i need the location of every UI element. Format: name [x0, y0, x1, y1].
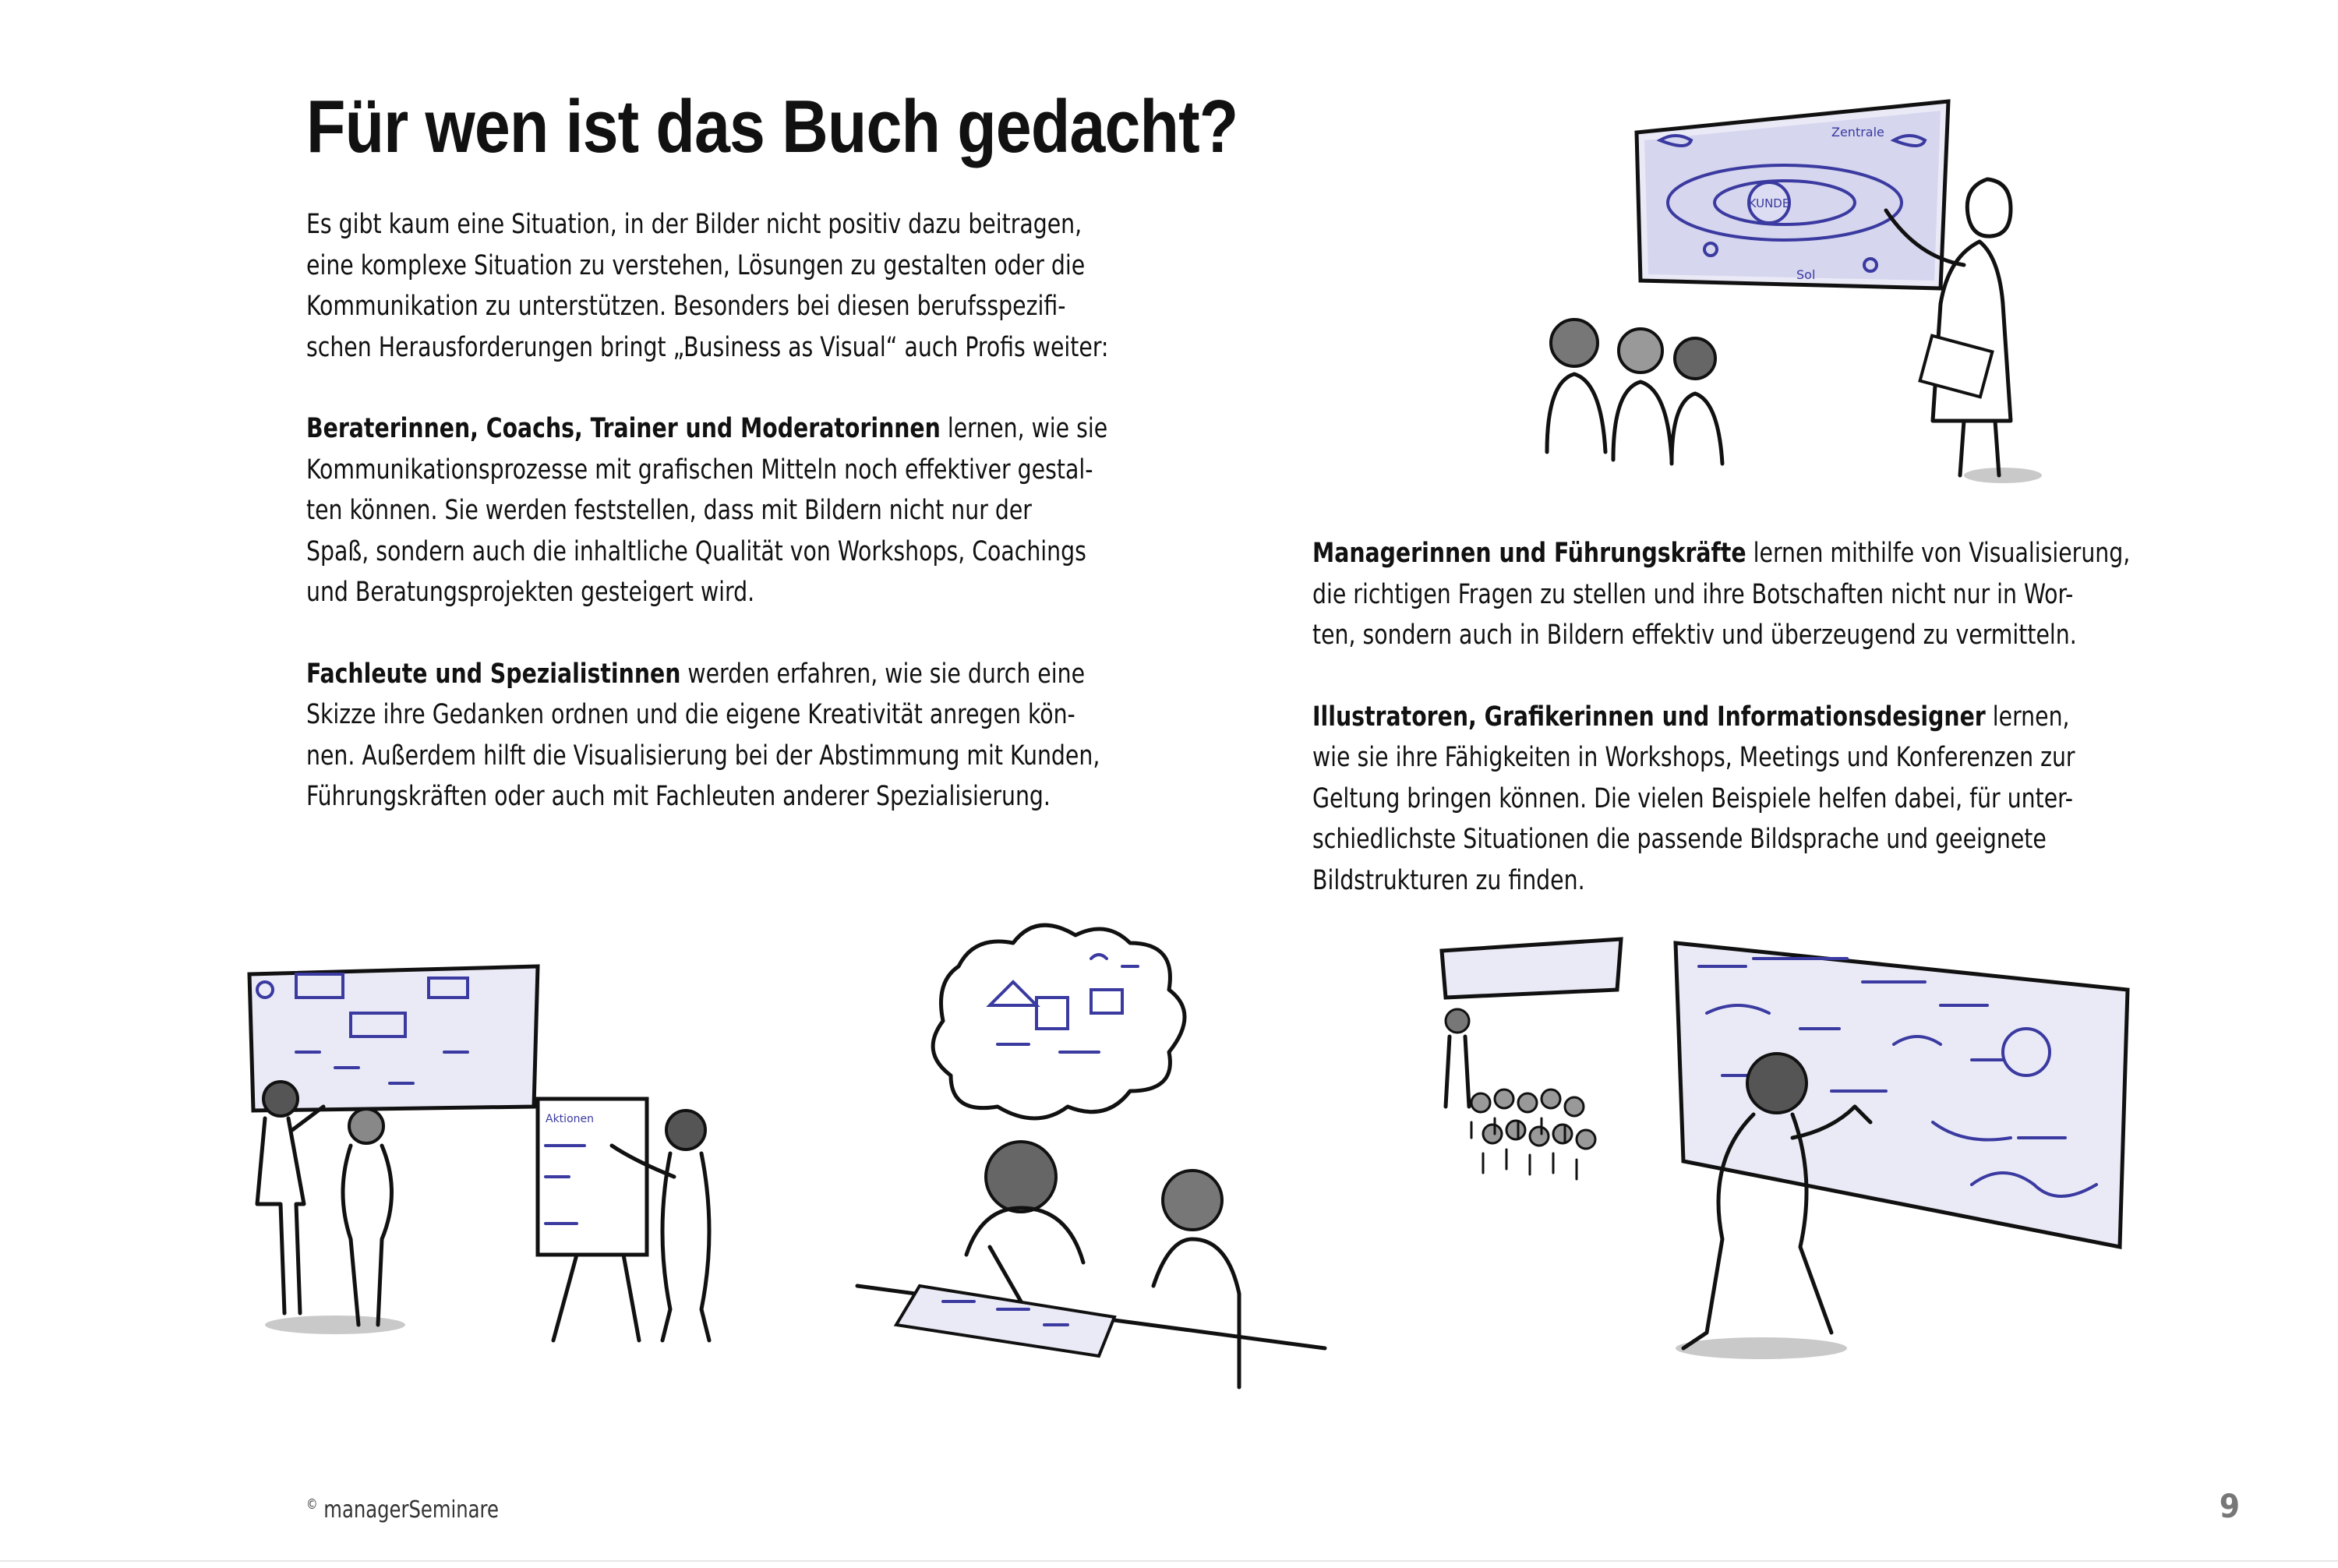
presenter-head	[1967, 179, 2011, 236]
berater-first-rest: lernen, wie sie	[940, 413, 1108, 444]
berater-line: ten können. Sie werden feststellen, dass mit Bildern nicht nur der	[306, 495, 1032, 526]
intro-line: Es gibt kaum eine Situation, in der Bilder nicht positiv dazu beitragen,	[306, 209, 1082, 240]
presenter-illustration	[1504, 86, 2065, 522]
fachleute-paragraph	[306, 654, 1265, 818]
thought-cloud	[933, 925, 1185, 1118]
standing-person	[257, 1107, 323, 1313]
illustratoren-first-line	[1312, 697, 2270, 738]
bottom-divider	[0, 1560, 2338, 1562]
fachleute-first-rest: werden erfahren, wie sie durch eine	[680, 658, 1086, 690]
fachleute-line: Skizze ihre Gedanken ordnen und die eigene Kreativität anregen kön-	[306, 699, 1075, 730]
intro-line: schen Herausforderungen bringt „Business as Visual“ auch Profis weiter:	[306, 331, 1109, 363]
left-column	[306, 204, 1265, 858]
manager-paragraph	[1312, 533, 2271, 656]
publisher-name: managerSeminare	[323, 1496, 499, 1524]
fachleute-first-line	[306, 654, 1264, 695]
page-title: Für wen ist das Buch gedacht?	[306, 85, 1238, 168]
manager-first-line	[1312, 533, 2270, 574]
audience-group	[1547, 320, 1722, 464]
wall-and-flipchart-illustration	[234, 959, 779, 1348]
berater-line: und Beratungsprojekten gesteigert wird.	[306, 577, 755, 608]
pen-icon	[990, 1247, 1021, 1301]
board-word-sol: Sol	[1796, 267, 1816, 282]
manager-line: ten, sondern auch in Bildern effektiv und überzeugend zu vermitteln.	[1312, 620, 2077, 651]
berater-paragraph	[306, 408, 1265, 613]
manager-first-rest: lernen mithilfe von Visualisierung,	[1746, 538, 2131, 569]
copyright-symbol: ©	[306, 1496, 318, 1513]
fachleute-line: nen. Außerdem hilft die Visualisierung bei der Abstimmung mit Kunden,	[306, 740, 1100, 772]
intro-paragraph	[306, 204, 1265, 368]
board-word-top: Zentrale	[1831, 125, 1884, 139]
fachleute-line: Führungskräften oder auch mit Fachleuten anderer Spezialisierung.	[306, 781, 1051, 812]
small-screen	[1442, 939, 1621, 998]
large-wall-board	[1676, 943, 2128, 1247]
page-number: 9	[2219, 1487, 2240, 1525]
paper-sheet-icon	[1920, 336, 1993, 397]
illustratoren-line: schiedlichste Situationen die passende Bildsprache und geeignete	[1312, 824, 2047, 855]
fachleute-heading: Fachleute und Spezialistinnen	[306, 658, 681, 690]
standing-person	[343, 1146, 392, 1325]
thinking-duo-illustration	[857, 920, 1340, 1387]
illustratoren-first-rest: lernen,	[1985, 701, 2070, 733]
illustratoren-line: Geltung bringen können. Die vielen Beispiele helfen dabei, für unter-	[1312, 782, 2074, 814]
berater-line: Spaß, sondern auch die inhaltliche Qualität von Workshops, Coachings	[306, 535, 1086, 567]
berater-line: Kommunikationsprozesse mit grafischen Mitteln noch effektiver gestal-	[306, 454, 1093, 486]
footer-copyright	[306, 1496, 499, 1524]
illustratoren-line: Bildstrukturen zu finden.	[1312, 864, 1585, 896]
intro-line: Kommunikation zu unterstützen. Besonders bei diesen berufsspezifi-	[306, 291, 1066, 322]
right-column	[1312, 533, 2271, 941]
intro-line: eine komplexe Situation zu verstehen, Lösungen zu gestalten oder die	[306, 249, 1086, 281]
illustratoren-heading: Illustratoren, Grafikerinnen und Informationsdesigner	[1312, 701, 1986, 733]
flipchart-title: Aktionen	[546, 1113, 594, 1125]
paper-sheet-icon	[896, 1286, 1114, 1356]
manager-heading: Managerinnen und Führungskräfte	[1312, 538, 1746, 569]
audience-crowd	[1471, 1089, 1595, 1179]
board-word-center: KUNDE	[1748, 196, 1790, 210]
berater-first-line	[306, 408, 1264, 450]
artist-head	[1747, 1054, 1806, 1113]
berater-heading: Beraterinnen, Coachs, Trainer und Moderatorinnen	[306, 413, 941, 444]
illustratoren-line: wie sie ihre Fähigkeiten in Workshops, Meetings und Konferenzen zur	[1312, 742, 2075, 773]
manager-line: die richtigen Fragen zu stellen und ihre Botschaften nicht nur in Wor-	[1312, 578, 2074, 610]
graphic-recording-illustration	[1426, 935, 2128, 1372]
illustratoren-paragraph	[1312, 697, 2271, 902]
